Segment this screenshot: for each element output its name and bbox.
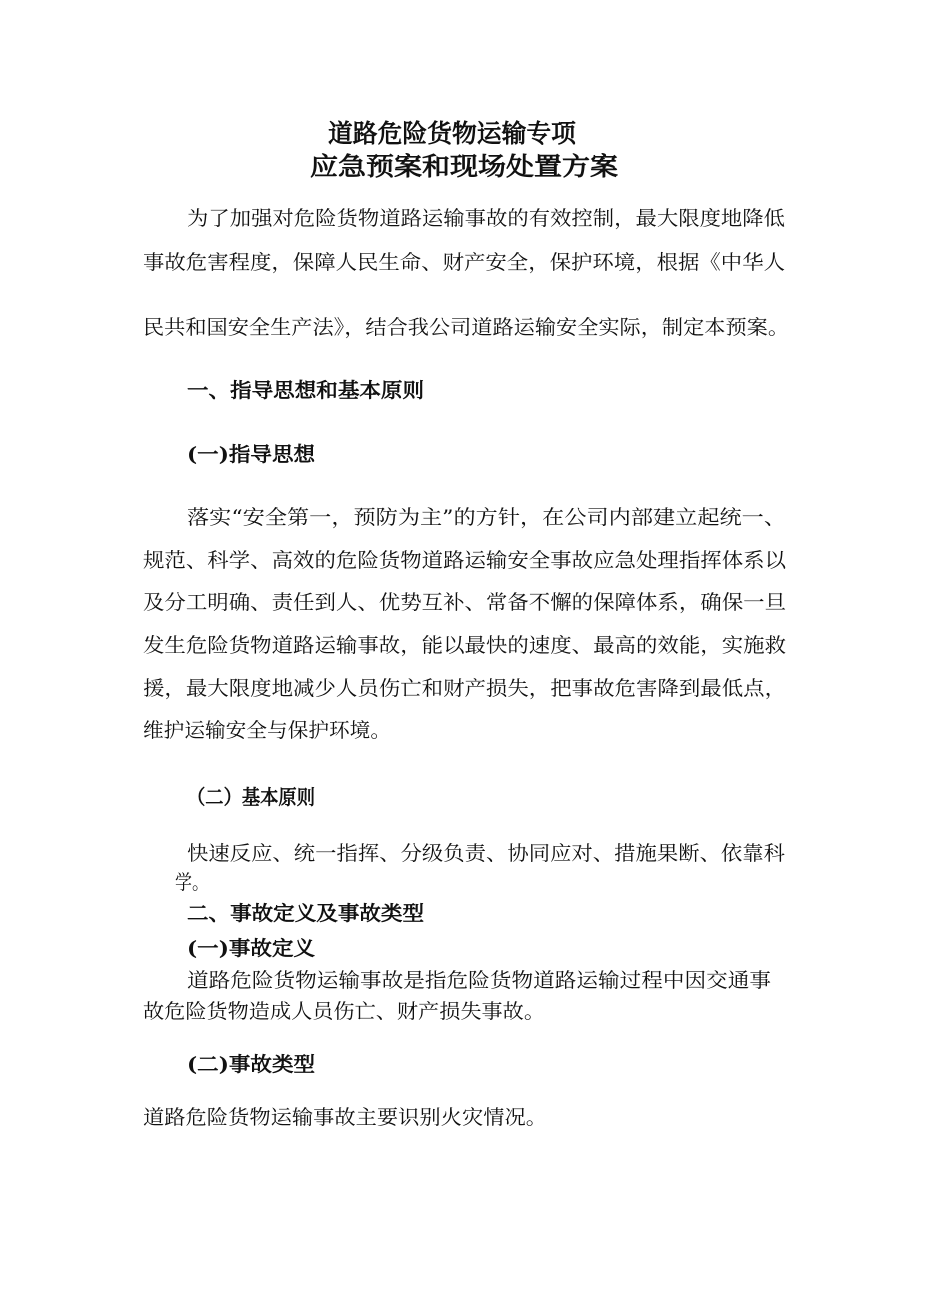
section-2-sub-1-heading: (一)事故定义 xyxy=(187,936,315,960)
title-line-2: 应急预案和现场处置方案 xyxy=(310,152,618,181)
title-line-1: 道路危险货物运输专项 xyxy=(328,119,576,148)
section-2-sub-2-line-1: 道路危险货物运输事故主要识别火灾情况。 xyxy=(143,1105,547,1129)
section-1-sub-1-line-1: 落实“安全第一，预防为主”的方针，在公司内部建立起统一、 xyxy=(187,505,787,529)
section-1-sub-2-heading: （二）基本原则 xyxy=(187,785,315,809)
section-1-sub-1-line-6: 维护运输安全与保护环境。 xyxy=(143,718,391,742)
section-1-sub-1-line-3: 及分工明确、责任到人、优势互补、常备不懈的保障体系，确保一旦 xyxy=(143,590,786,614)
section-2-heading: 二、事故定义及事故类型 xyxy=(187,901,424,925)
section-2-sub-1-line-2: 故危险货物造成人员伤亡、财产损失事故。 xyxy=(143,999,545,1023)
section-1-sub-2-line-2: 学。 xyxy=(175,870,209,894)
section-1-sub-1-line-4: 发生危险货物道路运输事故，能以最快的速度、最高的效能，实施救 xyxy=(143,633,786,657)
section-2-sub-2-heading: (二)事故类型 xyxy=(187,1052,315,1076)
section-1-sub-2-line-1: 快速反应、统一指挥、分级负责、协同应对、措施果断、依靠科 xyxy=(187,841,785,865)
section-1-sub-1-line-2: 规范、科学、高效的危险货物道路运输安全事故应急处理指挥体系以 xyxy=(143,548,786,572)
section-1-sub-1-heading: (一)指导思想 xyxy=(187,442,315,466)
section-1-sub-1-line-5: 援，最大限度地减少人员伤亡和财产损失，把事故危害降到最低点， xyxy=(143,676,786,700)
intro-line-1: 为了加强对危险货物道路运输事故的有效控制，最大限度地降低 xyxy=(187,206,785,230)
intro-line-3: 民共和国安全生产法》，结合我公司道路运输安全实际，制定本预案。 xyxy=(143,315,789,339)
section-1-heading: 一、指导思想和基本原则 xyxy=(187,378,424,402)
intro-line-2: 事故危害程度，保障人民生命、财产安全，保护环境，根据《中华人 xyxy=(143,250,786,274)
section-2-sub-1-line-1: 道路危险货物运输事故是指危险货物道路运输过程中因交通事 xyxy=(187,968,771,992)
